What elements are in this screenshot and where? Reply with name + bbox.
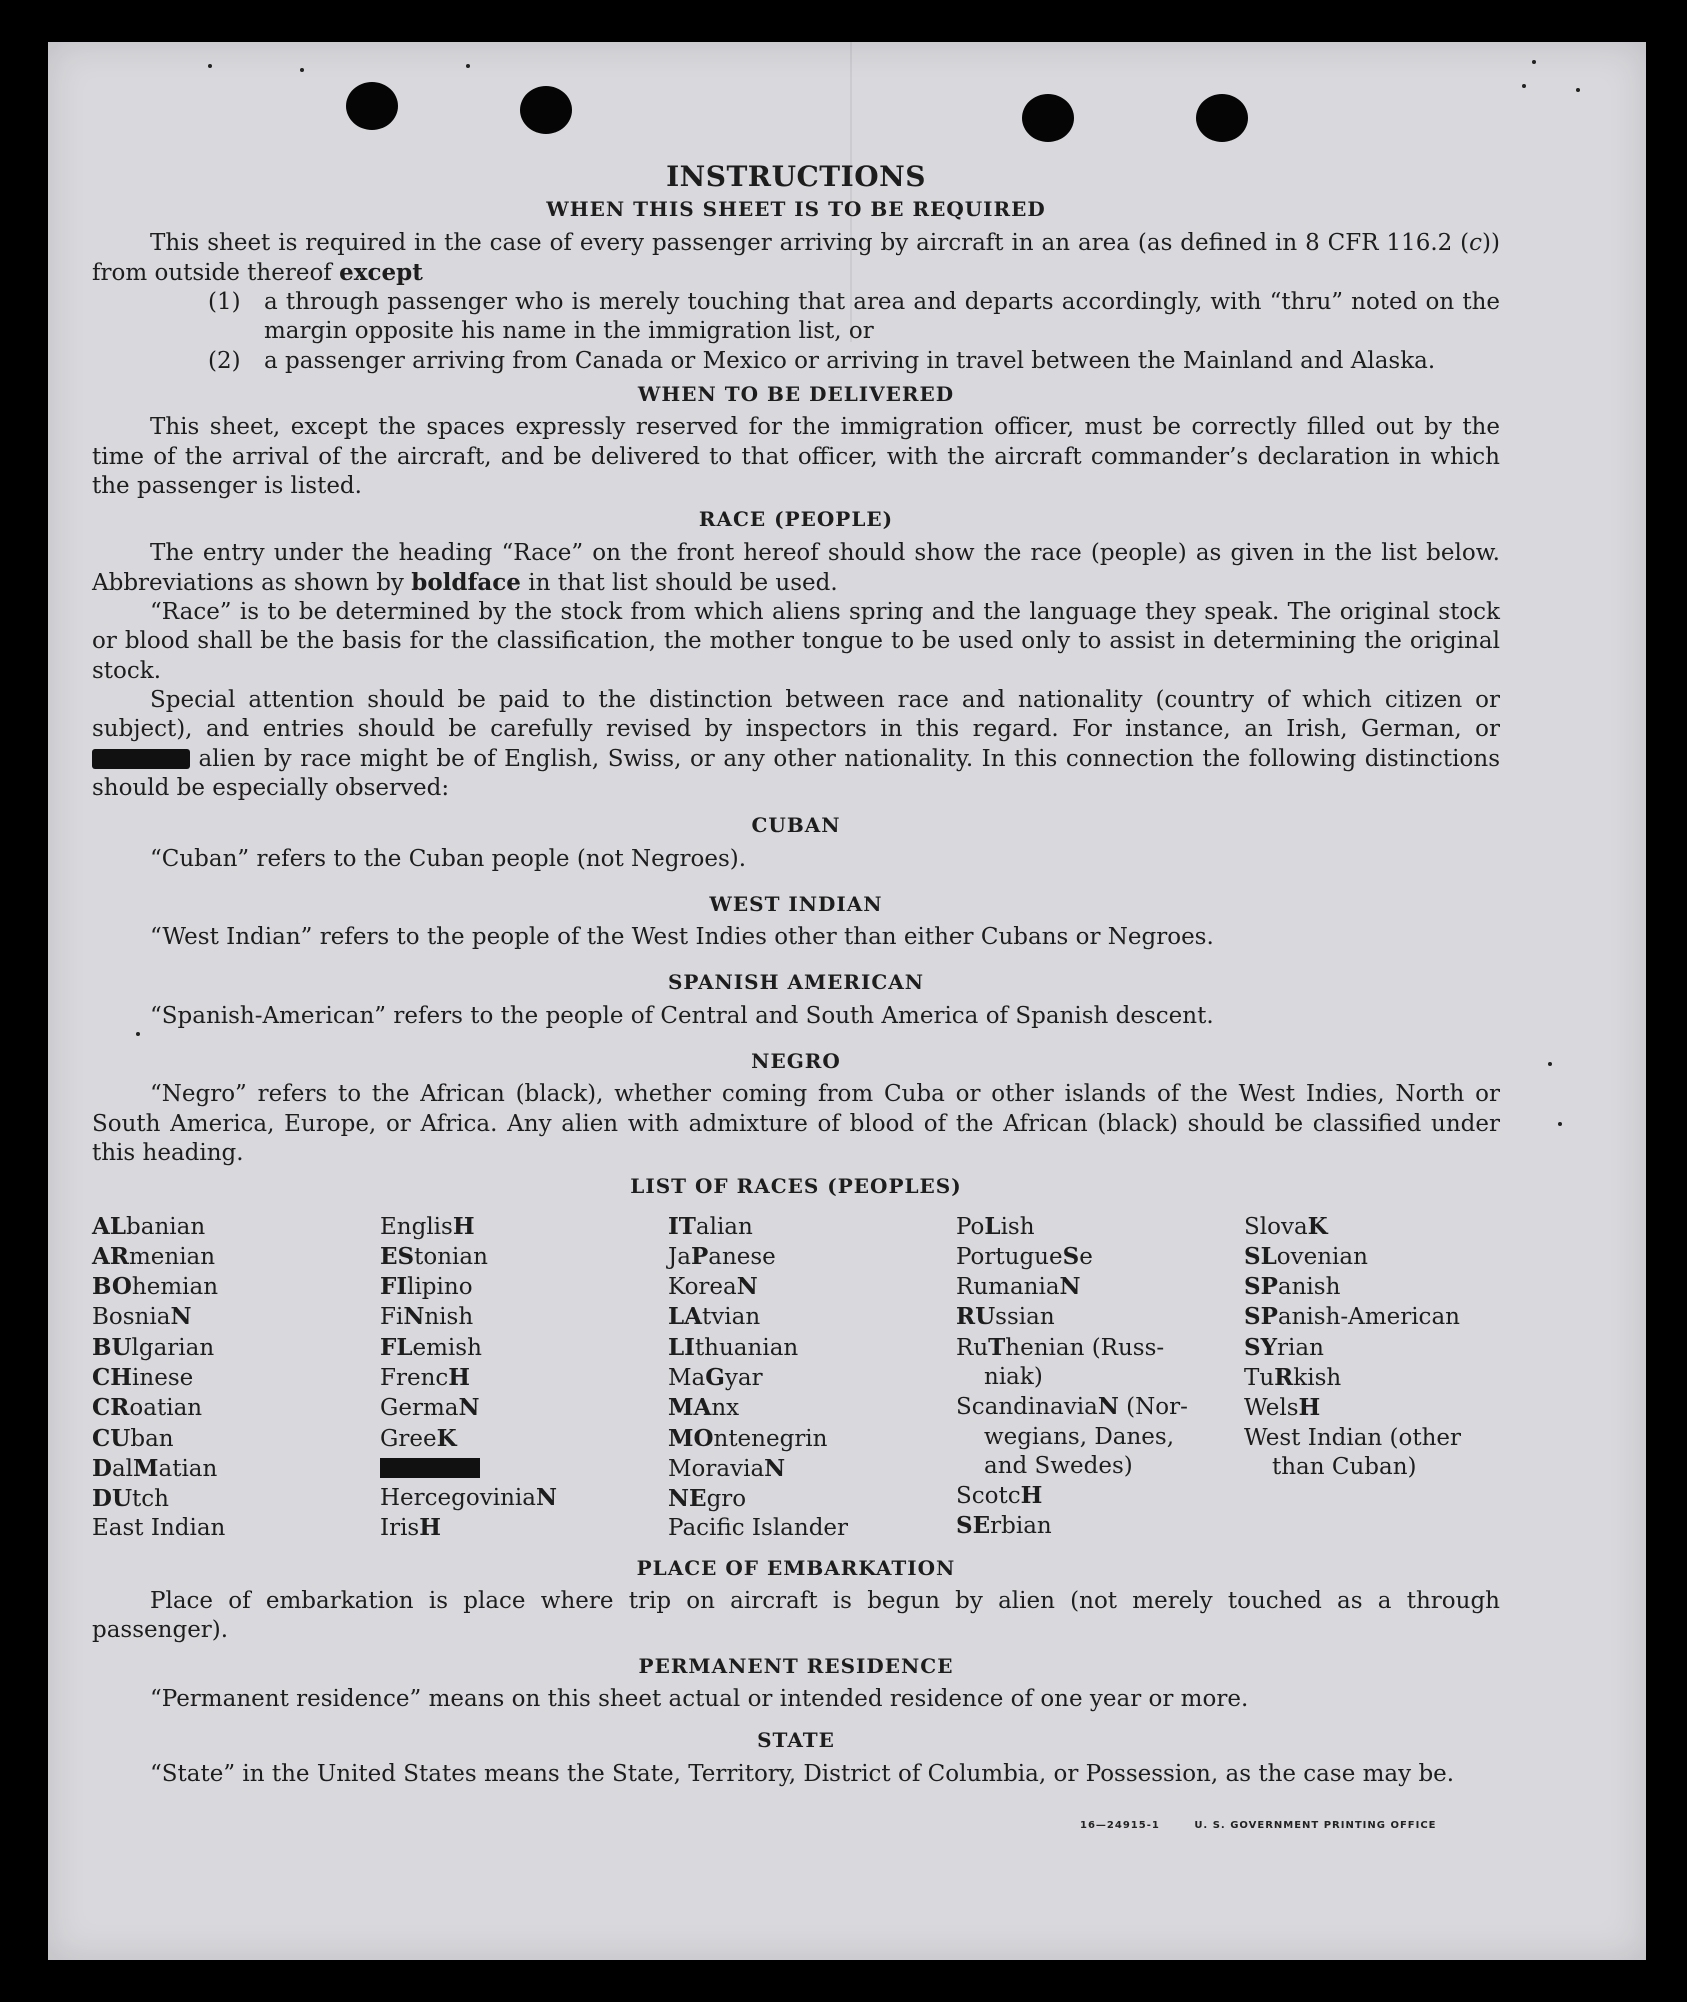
race-entry: MAnx xyxy=(668,1394,740,1422)
race-entry: Pacific Islander xyxy=(668,1515,849,1542)
heading-embarkation: PLACE OF EMBARKATION xyxy=(636,1555,956,1580)
race-entry: CHinese xyxy=(92,1363,194,1391)
race-entry: RuThenian (Russ- xyxy=(956,1333,1165,1361)
race-p1a: The entry under the heading “Race” on the front hereof should show the race (people) as given in the list below. Abbreviations as shown by xyxy=(92,539,1500,596)
race-paragraph-3 xyxy=(92,686,1500,803)
heading-list-of-races: LIST OF RACES (PEOPLES) xyxy=(630,1174,962,1199)
speck xyxy=(208,64,212,68)
race-entry: KoreaN xyxy=(668,1273,758,1301)
race-entry: PoLish xyxy=(956,1212,1035,1240)
race-entry: BosniaN xyxy=(92,1303,192,1331)
race-entry: than Cuban) xyxy=(1272,1453,1417,1480)
race-entry: PortugueSe xyxy=(956,1242,1093,1270)
spanish-american-text: “Spanish-American” refers to the people of Central and South America of Spanish descent. xyxy=(150,1002,1214,1029)
race-entry: niak) xyxy=(984,1363,1043,1390)
races-list xyxy=(92,1212,1500,1544)
speck xyxy=(1548,1062,1552,1066)
race-paragraph-1 xyxy=(92,539,1500,599)
race-entry: MoraviaN xyxy=(668,1454,786,1482)
punch-hole xyxy=(520,86,572,134)
race-entry: East Indian xyxy=(92,1515,226,1542)
instructions-content xyxy=(92,162,1500,1789)
race-entry: West Indian (other xyxy=(1244,1424,1462,1451)
races-column-3 xyxy=(668,1212,956,1544)
footer-imprint xyxy=(1080,1820,1467,1831)
form-code: 16—24915-1 xyxy=(1080,1820,1160,1831)
race-entry: ScandinaviaN (Nor- xyxy=(956,1393,1188,1421)
race-entry: BOhemian xyxy=(92,1273,219,1301)
race-entry: SErbian xyxy=(956,1512,1052,1540)
races-column-1 xyxy=(92,1212,380,1544)
race-entry: SYrian xyxy=(1244,1333,1324,1361)
race-entry: RUssian xyxy=(956,1303,1055,1331)
speck xyxy=(1576,88,1580,92)
document-page xyxy=(48,42,1646,1960)
required-except: except xyxy=(339,258,423,286)
race-p3a: Special attention should be paid to the distinction between race and nationality (country of which citizen or subject), and entries should be carefully revised by inspectors in this regard. For instance, an Irish, German, or xyxy=(92,687,1500,743)
race-entry: BUlgarian xyxy=(92,1333,215,1361)
speck xyxy=(1558,1122,1562,1126)
required-intro-c: c xyxy=(1469,229,1483,256)
race-boldface: boldface xyxy=(411,568,521,596)
negro-text: “Negro” refers to the African (black), whether coming from Cuba or other islands of the West Indies, North or South America, Europe, or Africa. Any alien with admixture of blood of the African (black) should be classified under this heading. xyxy=(92,1081,1500,1166)
required-intro-a: This sheet is required in the case of every passenger arriving by aircraft in an area (as defined in 8 CFR 116.2 ( xyxy=(150,229,1470,256)
race-entry: SPanish xyxy=(1244,1273,1341,1301)
delivered-text: This sheet, except the spaces expressly reserved for the immigration officer, must be correctly filled out by the time of the arrival of the aircraft, and be delivered to that officer, with the aircraft commander’s declaration in which the passenger is listed. xyxy=(92,414,1500,499)
race-entry: FiNnish xyxy=(380,1303,474,1331)
race-entry: SPanish-American xyxy=(1244,1303,1460,1331)
state-text: “State” in the United States means the State, Territory, District of Columbia, or Possession, as the case may be. xyxy=(150,1760,1455,1787)
race-entry: NEgro xyxy=(668,1485,747,1513)
exception-item-1 xyxy=(208,288,1500,347)
race-entry: DalMatian xyxy=(92,1454,218,1482)
heading-race: RACE (PEOPLE) xyxy=(698,507,894,532)
redaction-mark xyxy=(380,1458,480,1478)
residence-text: “Permanent residence” means on this sheet actual or intended residence of one year or more. xyxy=(150,1685,1249,1712)
punch-hole xyxy=(346,82,398,130)
race-entry: ITalian xyxy=(668,1212,753,1240)
heading-cuban: CUBAN xyxy=(751,813,841,838)
race-entry: SLovenian xyxy=(1244,1242,1368,1270)
race-entry: CUban xyxy=(92,1424,174,1452)
heading-state: STATE xyxy=(757,1728,835,1753)
race-entry: TuRkish xyxy=(1244,1363,1342,1391)
races-column-4 xyxy=(956,1212,1244,1544)
race-entry: FIlipino xyxy=(380,1273,473,1301)
races-column-2 xyxy=(380,1212,668,1544)
race-entry: CRoatian xyxy=(92,1394,203,1422)
race-entry: FrencH xyxy=(380,1363,470,1391)
race-entry: wegians, Danes, xyxy=(984,1423,1175,1450)
race-entry: IrisH xyxy=(380,1514,441,1542)
race-entry: LIthuanian xyxy=(668,1333,799,1361)
race-p3b: alien by race might be of English, Swiss, or any other nationality. In this connection the following distinctions should be especially observed: xyxy=(92,745,1500,801)
race-entry: HercegoviniaN xyxy=(380,1484,557,1512)
race-paragraph-2: “Race” is to be determined by the stock from which aliens spring and the language they speak. The original stock or blood shall be the basis for the classification, the mother tongue to be used only to assist in determining the original stock. xyxy=(92,599,1500,684)
race-entry: FLemish xyxy=(380,1333,482,1361)
heading-west-indian: WEST INDIAN xyxy=(709,891,883,916)
race-entry: SlovaK xyxy=(1244,1212,1328,1240)
heading-negro: NEGRO xyxy=(751,1049,841,1074)
cuban-text: “Cuban” refers to the Cuban people (not Negroes). xyxy=(150,845,747,872)
west-indian-text: “West Indian” refers to the people of the West Indies other than either Cubans or Negroes. xyxy=(150,924,1214,951)
punch-hole xyxy=(1022,94,1074,142)
printer-imprint: U. S. GOVERNMENT PRINTING OFFICE xyxy=(1194,1820,1437,1831)
speck xyxy=(300,68,304,72)
heading-when-delivered: WHEN TO BE DELIVERED xyxy=(637,382,955,407)
embarkation-text: Place of embarkation is place where trip on aircraft is begun by alien (not merely touched as a through passenger). xyxy=(92,1588,1500,1644)
race-entry: ALbanian xyxy=(92,1212,206,1240)
speck xyxy=(1522,84,1526,88)
race-entry: LAtvian xyxy=(668,1303,761,1331)
exception-item-2 xyxy=(208,347,1500,376)
race-entry: RumaniaN xyxy=(956,1273,1081,1301)
race-entry: GermaN xyxy=(380,1394,480,1422)
redaction-mark xyxy=(92,749,190,769)
races-column-5 xyxy=(1244,1212,1532,1544)
punch-hole xyxy=(1196,94,1248,142)
item-number: (1) xyxy=(208,289,241,316)
speck xyxy=(466,64,470,68)
heading-when-required: WHEN THIS SHEET IS TO BE REQUIRED xyxy=(546,197,1046,222)
race-entry: DUtch xyxy=(92,1485,169,1513)
race-entry: ARmenian xyxy=(92,1242,216,1270)
item-number: (2) xyxy=(208,347,241,374)
race-entry: ScotcH xyxy=(956,1482,1043,1510)
race-entry: MOntenegrin xyxy=(668,1424,828,1452)
race-entry xyxy=(380,1454,668,1483)
required-intro-b: )) from outside thereof xyxy=(92,229,1500,286)
heading-residence: PERMANENT RESIDENCE xyxy=(638,1653,954,1678)
race-entry: JaPanese xyxy=(668,1242,776,1270)
race-entry: WelsH xyxy=(1244,1394,1321,1422)
race-p1c: in that list should be used. xyxy=(528,569,838,596)
race-entry: MaGyar xyxy=(668,1363,763,1391)
required-intro xyxy=(92,229,1500,289)
item-text: a through passenger who is merely touching that area and departs accordingly, with “thru” noted on the margin opposite his name in the immigration list, or xyxy=(264,289,1500,345)
race-entry: and Swedes) xyxy=(984,1452,1133,1479)
speck xyxy=(1532,60,1536,64)
race-entry: EnglisH xyxy=(380,1212,475,1240)
race-entry: EStonian xyxy=(380,1242,488,1270)
item-text: a passenger arriving from Canada or Mexico or arriving in travel between the Mainland and Alaska. xyxy=(264,347,1436,374)
page-title: INSTRUCTIONS xyxy=(666,160,926,193)
heading-spanish-american: SPANISH AMERICAN xyxy=(667,970,925,995)
race-entry: GreeK xyxy=(380,1424,457,1452)
